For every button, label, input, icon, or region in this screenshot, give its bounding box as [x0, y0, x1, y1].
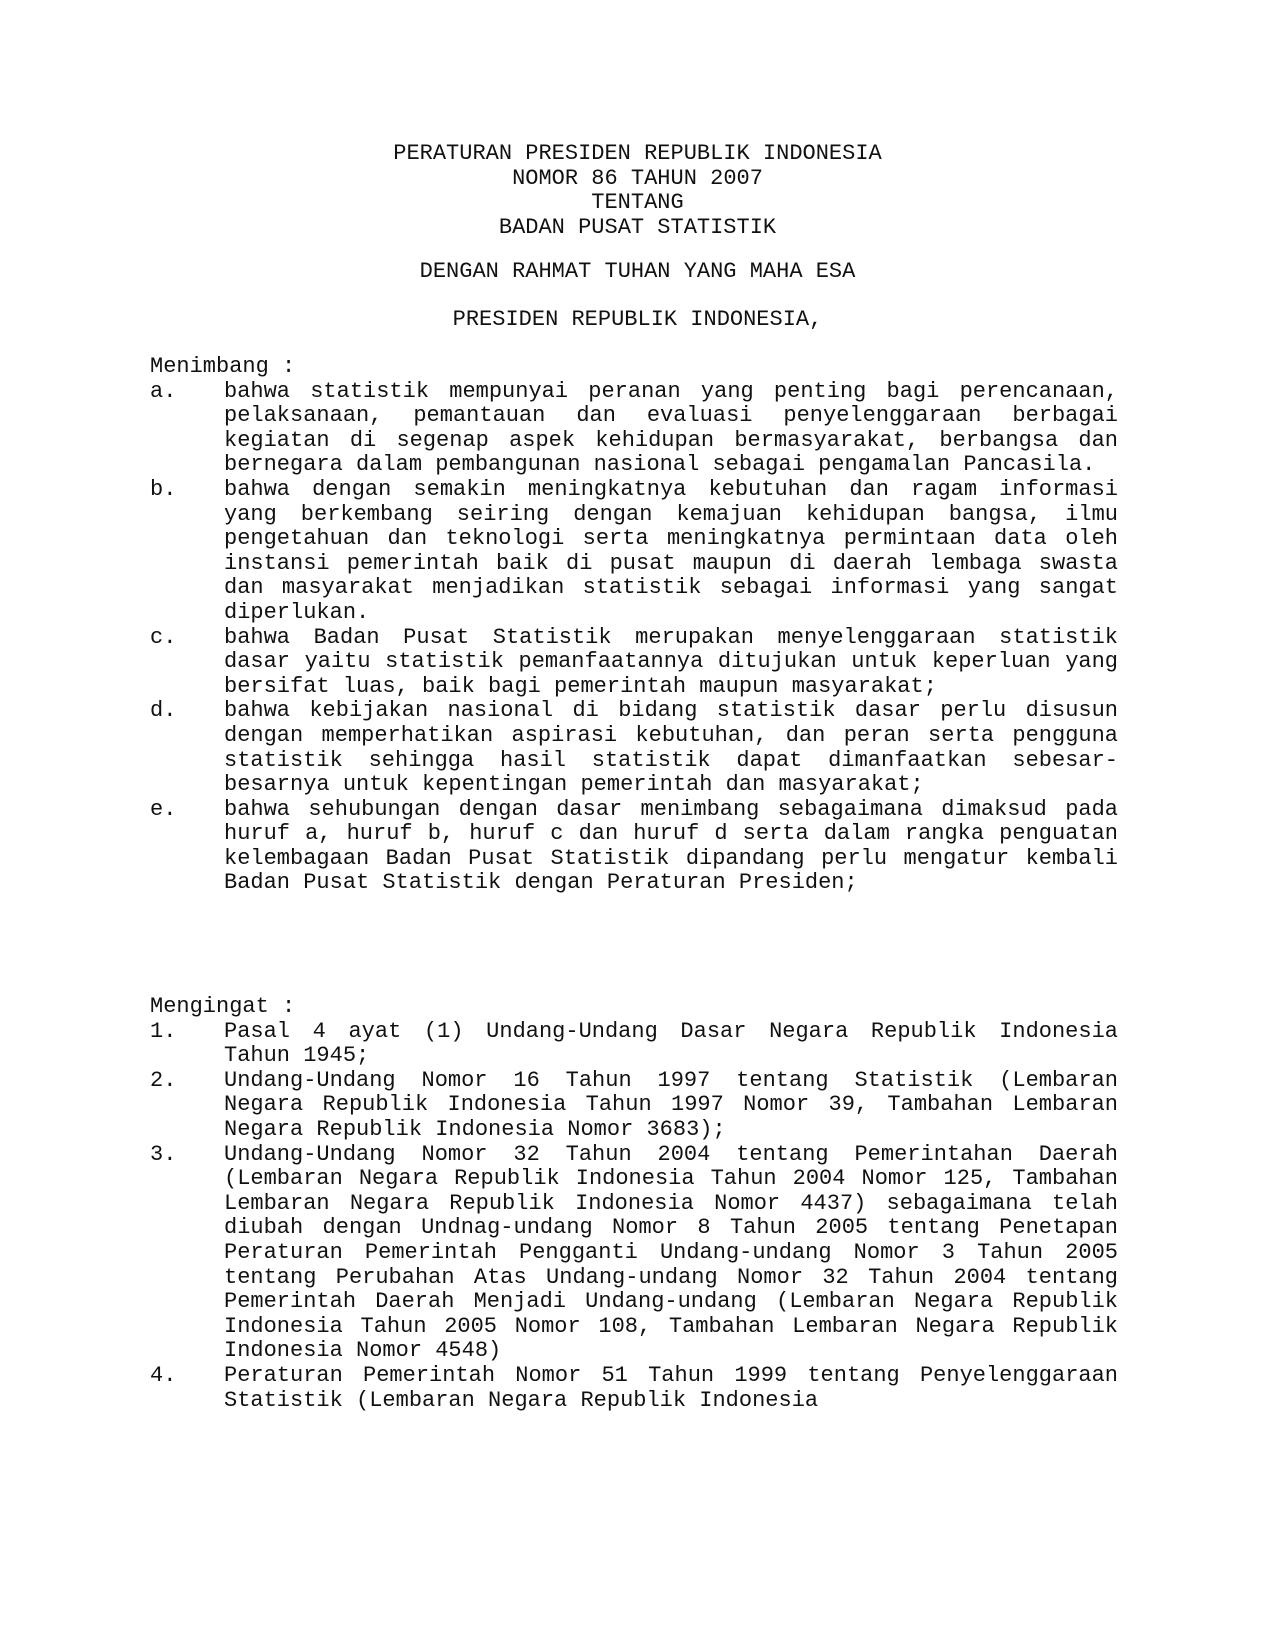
- list-item: [150, 1069, 1118, 1143]
- mengingat-section: [150, 995, 1118, 1413]
- invocation-line: DENGAN RAHMAT TUHAN YANG MAHA ESA: [419, 259, 856, 284]
- title-line: TENTANG: [591, 190, 684, 216]
- title-line: PERATURAN PRESIDEN REPUBLIK INDONESIA: [393, 141, 882, 166]
- item-marker: 2.: [150, 1067, 177, 1093]
- list-item: [150, 1020, 1118, 1069]
- menimbang-section: [150, 355, 1118, 896]
- list-item: [150, 478, 1118, 626]
- item-text: Undang-Undang Nomor 32 Tahun 2004 tentang Pemerintahan Daerah (Lembaran Negara Republik Indonesia Tahun 2004 Nomor 125, Tambahan Lembaran Negara Republik Indonesia Nomor 4437) sebagaimana telah diubah dengan Undnag-undang Nomor 8 Tahun 2005 tentang Penetapan Peraturan Pemerintah Pengganti Undang-undang Nomor 3 Tahun 2005 tentang Perubahan Atas Undang-undang Nomor 32 Tahun 2004 tentang Pemerintah Daerah Menjadi Undang-undang (Lembaran Negara Republik Indonesia Tahun 2005 Nomor 108, Tambahan Lembaran Negara Republik Indonesia Nomor 4548): [224, 1141, 1118, 1364]
- issuer-line: PRESIDEN REPUBLIK INDONESIA,: [452, 307, 823, 332]
- item-marker: 3.: [150, 1141, 177, 1167]
- list-item: [150, 798, 1118, 896]
- item-marker: e.: [150, 796, 177, 822]
- item-marker: 1.: [150, 1018, 177, 1044]
- item-text: bahwa sehubungan dengan dasar menimbang sebagaimana dimaksud pada huruf a, huruf b, huruf c dan huruf d serta dalam rangka penguatan kelembagaan Badan Pusat Statistik dipandang perlu mengatur kembali Badan Pusat Statistik dengan Peraturan Presiden;: [224, 796, 1118, 896]
- list-item: [150, 1364, 1118, 1413]
- list-item: [150, 626, 1118, 700]
- menimbang-heading: Menimbang :: [150, 354, 296, 379]
- title-line: NOMOR 86 TAHUN 2007: [512, 165, 763, 191]
- item-text: bahwa Badan Pusat Statistik merupakan menyelenggaraan statistik dasar yaitu statistik pemanfaatannya ditujukan untuk keperluan yang bersifat luas, baik bagi pemerintah maupun masyarakat;: [224, 624, 1118, 699]
- item-marker: d.: [150, 698, 177, 724]
- item-marker: b.: [150, 476, 177, 502]
- list-item: [150, 699, 1118, 797]
- mengingat-heading: Mengingat :: [150, 994, 296, 1019]
- item-text: Pasal 4 ayat (1) Undang-Undang Dasar Negara Republik Indonesia Tahun 1945;: [224, 1018, 1118, 1069]
- item-marker: 4.: [150, 1362, 177, 1388]
- item-text: bahwa kebijakan nasional di bidang statistik dasar perlu disusun dengan memperhatikan aspirasi kebutuhan, dan peran serta pengguna statistik sehingga hasil statistik dapat dimanfaatkan sebesar-besarnya untuk kepentingan pemerintah dan masyarakat;: [224, 698, 1118, 798]
- item-text: bahwa dengan semakin meningkatnya kebutuhan dan ragam informasi yang berkembang seiring dengan kemajuan kehidupan bangsa, ilmu pengetahuan dan teknologi serta meningkatnya permintaan data oleh instansi pemerintah baik di pusat maupun di daerah lembaga swasta dan masyarakat menjadikan statistik sebagai informasi yang sangat diperlukan.: [224, 476, 1118, 625]
- item-marker: a.: [150, 378, 177, 404]
- list-item: [150, 1143, 1118, 1364]
- item-text: Peraturan Pemerintah Nomor 51 Tahun 1999 tentang Penyelenggaraan Statistik (Lembaran Negara Republik Indonesia: [224, 1362, 1118, 1413]
- list-item: [150, 380, 1118, 478]
- title-line: BADAN PUSAT STATISTIK: [498, 214, 777, 240]
- item-text: bahwa statistik mempunyai peranan yang penting bagi perencanaan, pelaksanaan, pemantauan dan evaluasi penyelenggaraan berbagai kegiatan di segenap aspek kehidupan bermasyarakat, berbangsa dan bernegara dalam pembangunan nasional sebagai pengamalan Pancasila.: [224, 378, 1118, 478]
- item-marker: c.: [150, 624, 177, 650]
- item-text: Undang-Undang Nomor 16 Tahun 1997 tentang Statistik (Lembaran Negara Republik Indonesia Tahun 1997 Nomor 39, Tambahan Lembaran Negara Republik Indonesia Nomor 3683);: [224, 1067, 1118, 1142]
- document-title: [0, 142, 1275, 240]
